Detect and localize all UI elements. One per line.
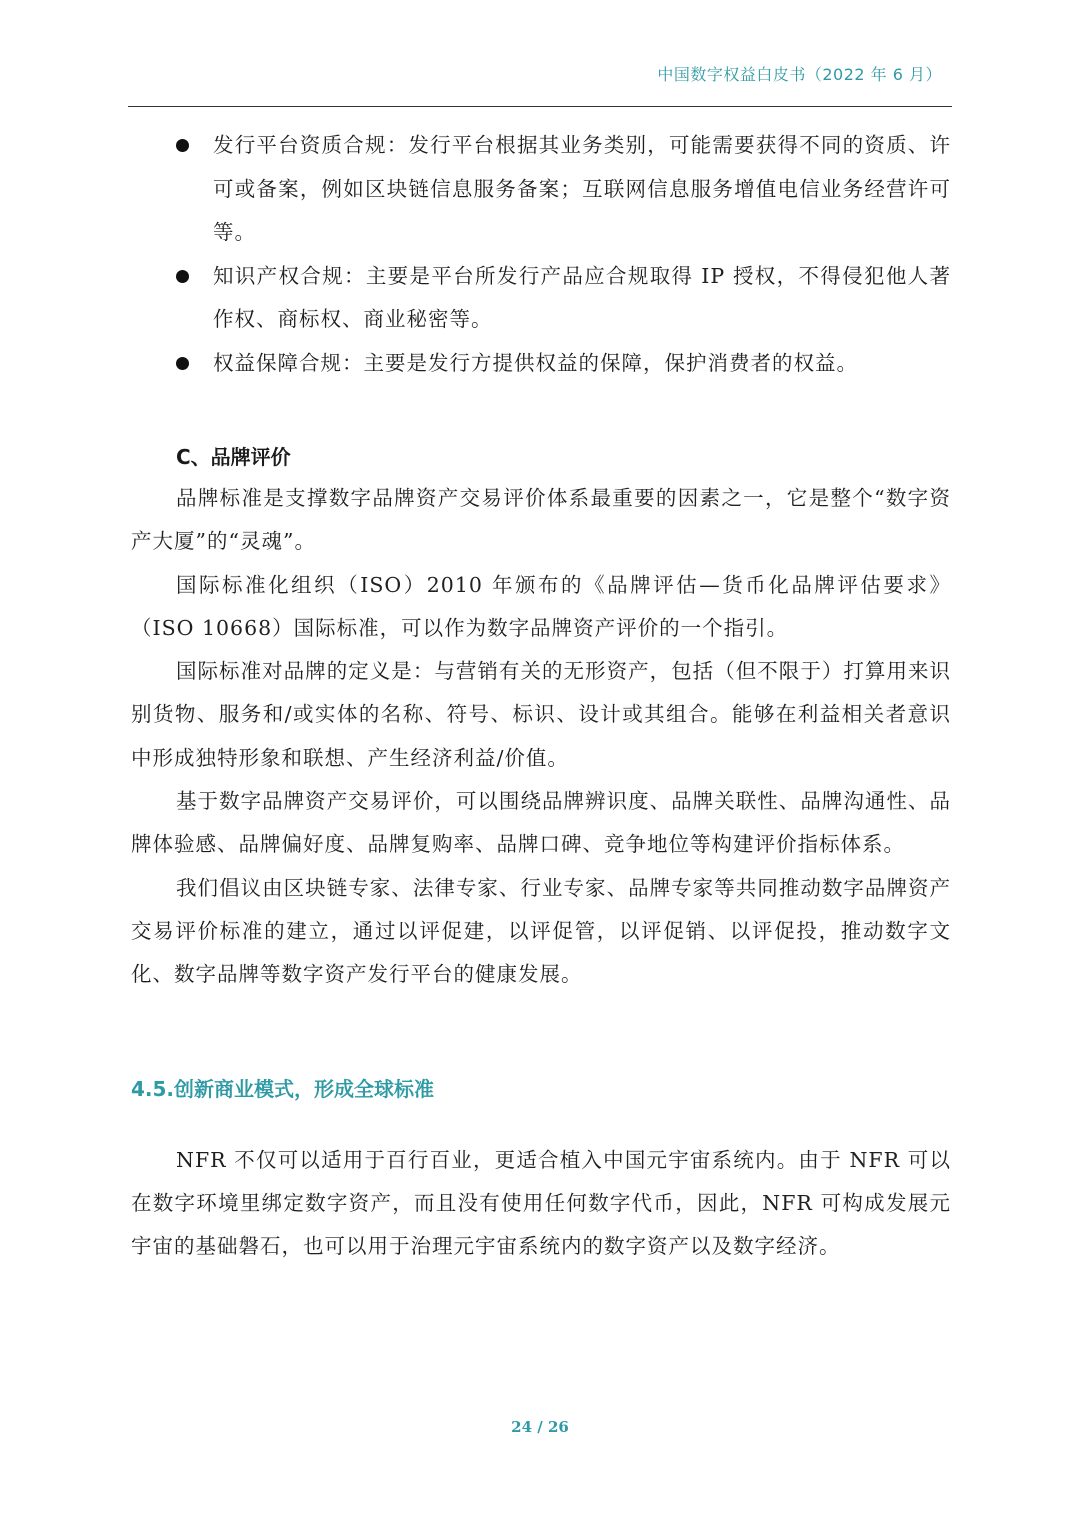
paragraph: 品牌标准是支撑数字品牌资产交易评价体系最重要的因素之一，它是整个“数字资产大厦”的“灵魂”。 [131,486,951,554]
list-item [131,124,951,255]
header-divider [128,106,952,107]
page-number: 24 / 26 [511,1418,569,1436]
paragraph: 我们倡议由区块链专家、法律专家、行业专家、品牌专家等共同推动数字品牌资产交易评价标准的建立，通过以评促建，以评促管，以评促销、以评促投，推动数字文化、数字品牌等数字资产发行平台的健康发展。 [131,875,951,987]
list-item [131,342,951,386]
bullet-text: 发行平台资质合规：发行平台根据其业务类别，可能需要获得不同的资质、许可或备案，例如区块链信息服务备案；互联网信息服务增值电信业务经营许可等。 [213,133,951,244]
running-header: 中国数字权益白皮书（2022 年 6 月） [657,65,942,84]
bullet-text: 知识产权合规：主要是平台所发行产品应合规取得 IP 授权，不得侵犯他人著作权、商标权、商业秘密等。 [213,263,951,331]
section-heading: 4.5.创新商业模式，形成全球标准 [131,1076,435,1101]
compliance-bullet-list [131,124,951,385]
list-item [131,255,951,342]
paragraph: 基于数字品牌资产交易评价，可以围绕品牌辨识度、品牌关联性、品牌沟通性、品牌体验感、品牌偏好度、品牌复购率、品牌口碑、竞争地位等构建评价指标体系。 [131,789,951,857]
page-body [131,124,951,1268]
paragraph: 国际标准对品牌的定义是：与营销有关的无形资产，包括（但不限于）打算用来识别货物、服务和/或实体的名称、符号、标识、设计或其组合。能够在利益相关者意识中形成独特形象和联想、产生经济利益/价值。 [131,659,951,770]
bullet-dot-icon [176,270,189,283]
paragraph: NFR 不仅可以适用于百行百业，更适合植入中国元宇宙系统内。由于 NFR 可以在数字环境里绑定数字资产，而且没有使用任何数字代币，因此，NFR 可构成发展元宇宙的基础磐石，也可以用于治理元宇宙系统内的数字资产以及数字经济。 [131,1147,951,1259]
bullet-text: 权益保障合规：主要是发行方提供权益的保障，保护消费者的权益。 [213,350,858,375]
paragraph: 国际标准化组织（ISO）2010 年颁布的《品牌评估—货币化品牌评估要求》（ISO 10668）国际标准，可以作为数字品牌资产评价的一个指引。 [131,572,951,640]
subsection-heading: C、品牌评价 [176,445,291,469]
bullet-dot-icon [176,357,189,370]
bullet-dot-icon [176,139,189,152]
